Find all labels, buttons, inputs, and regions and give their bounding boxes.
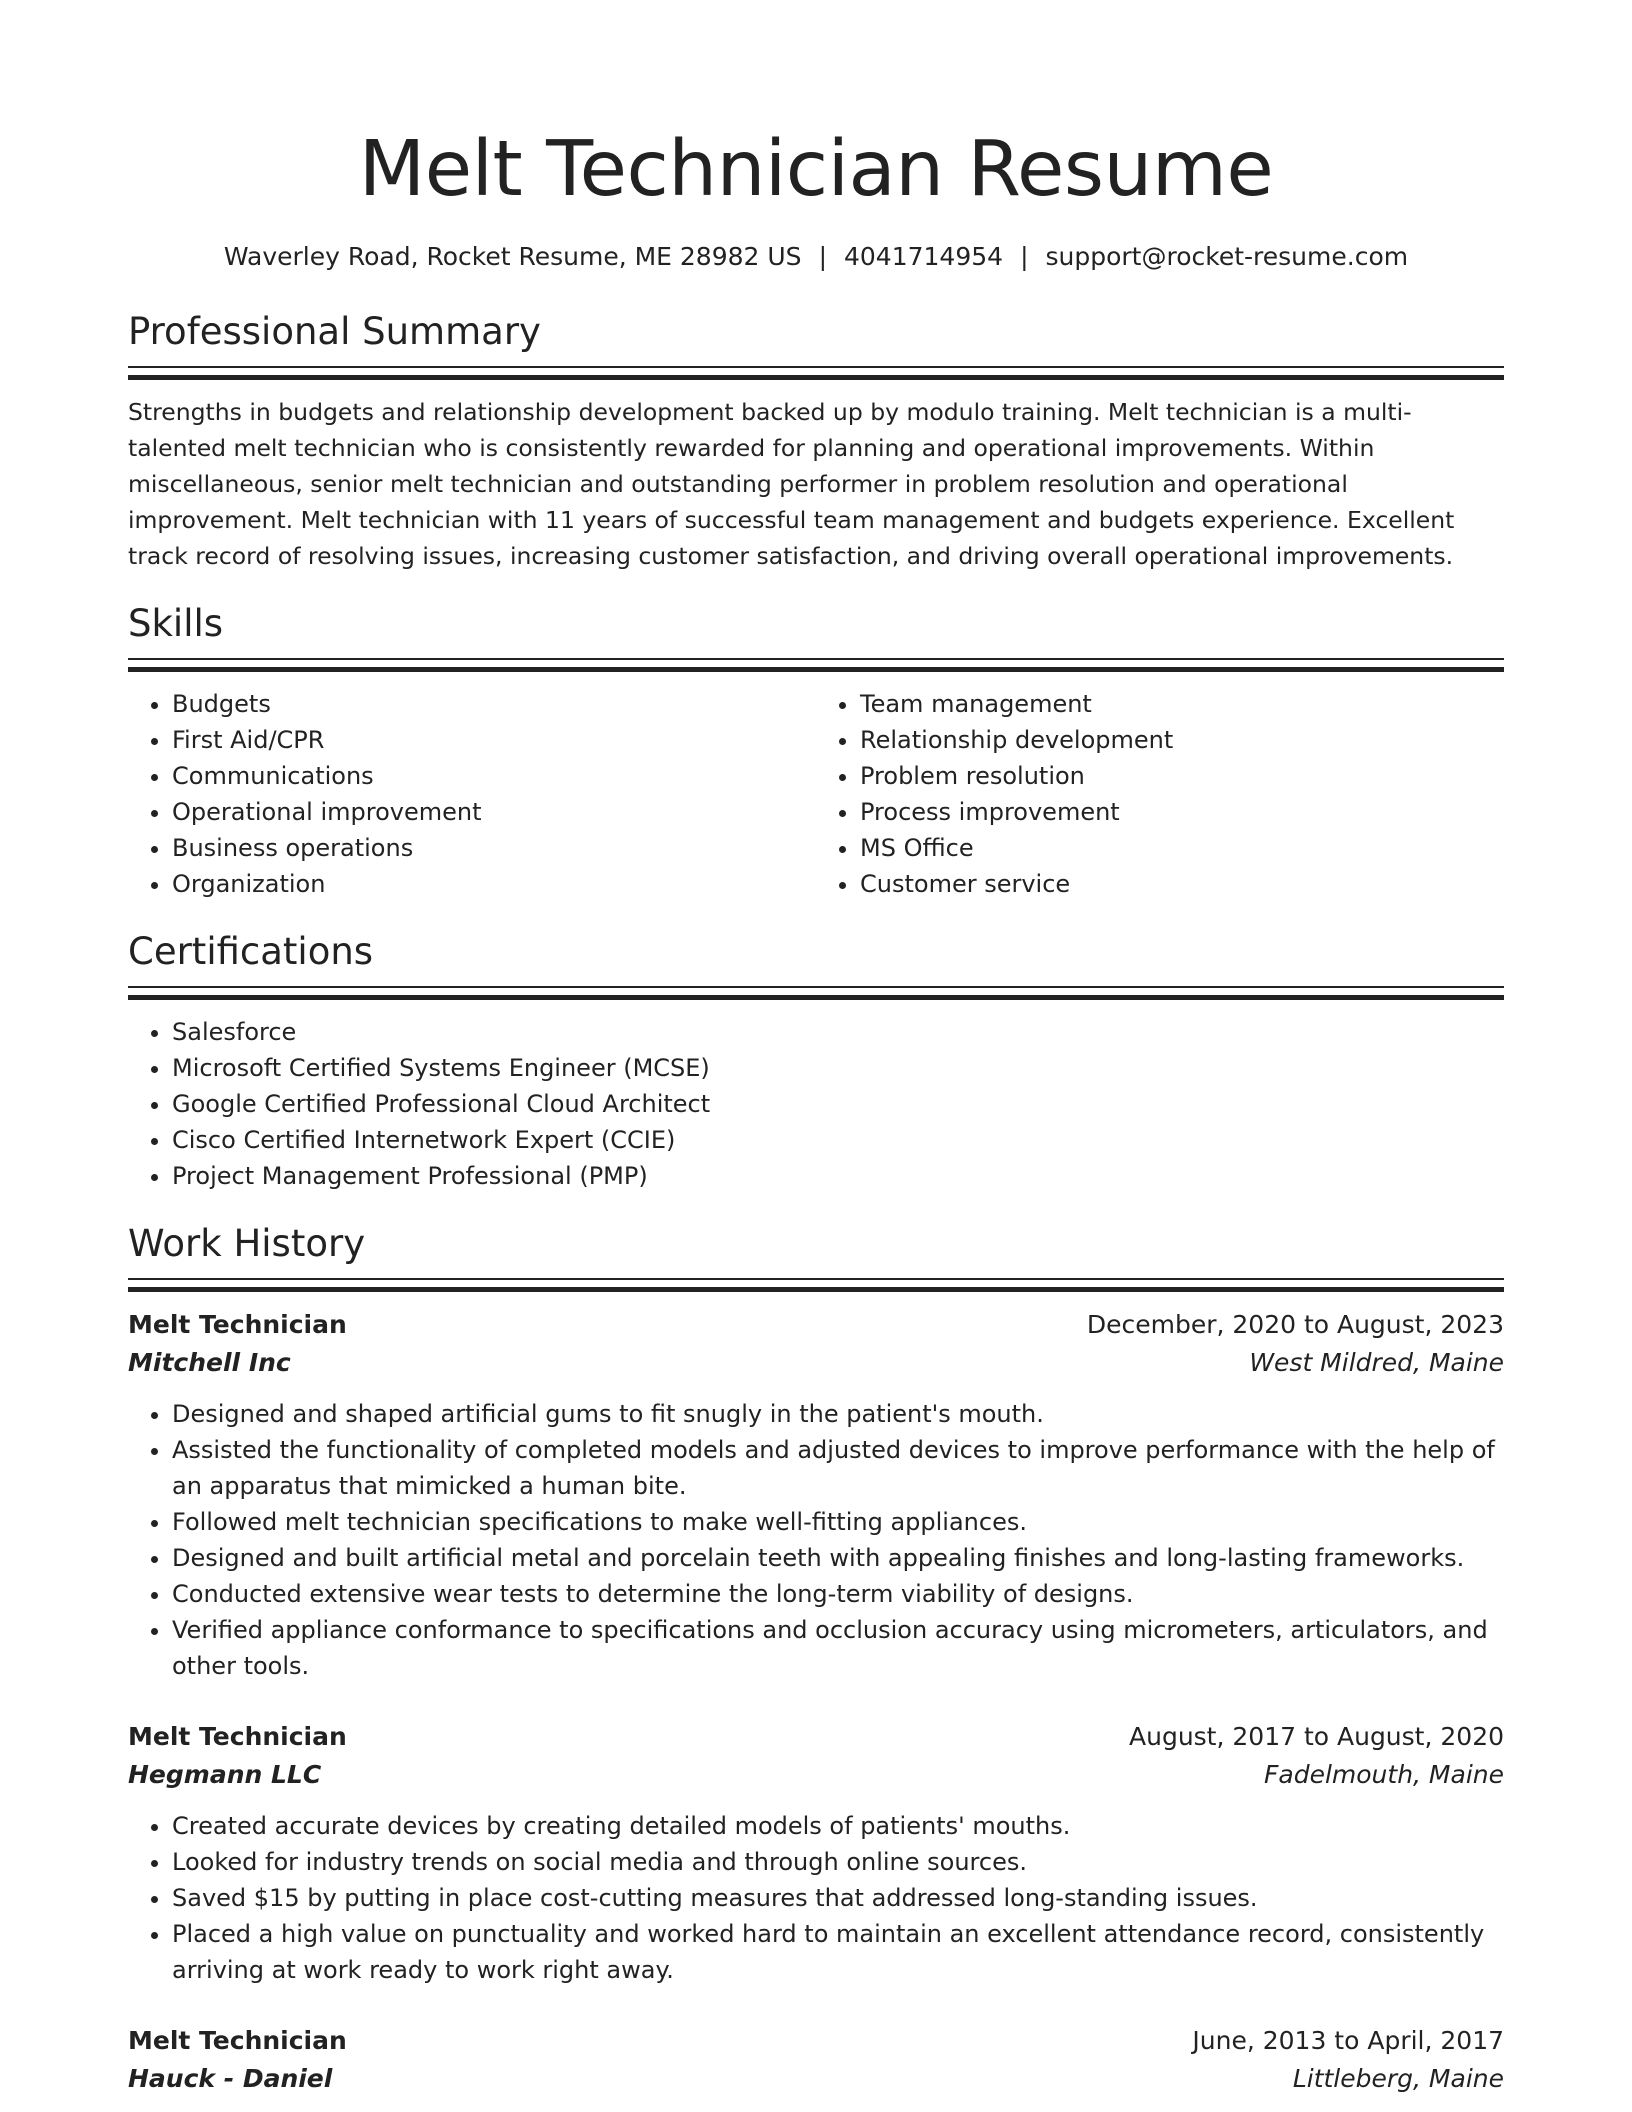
skills-list-right [816,686,1504,902]
job-header [128,1306,1504,1344]
contact-separator: | [1020,242,1029,271]
job-bullet: • Looked for industry trends on social media and through online sources. [172,1844,1504,1880]
certifications-heading: Certifications [128,930,374,973]
job-bullet: • Conducted extensive wear tests to determine the long-term viability of designs. [172,1576,1504,1612]
summary-heading: Professional Summary [128,310,541,353]
job-subheader [128,1756,1504,1794]
contact-separator: | [818,242,827,271]
certifications-list [128,1014,1504,1194]
job-entry [128,1718,1504,1988]
contact-phone: 4041714954 [844,242,1004,271]
skill-item: • Business operations [172,830,816,866]
section-divider [128,366,1504,380]
job-bullets [128,1396,1504,1684]
job-subheader [128,2060,1504,2098]
certification-item: • Salesforce [172,1014,1504,1050]
job-dates: December, 2020 to August, 2023 [1086,1310,1504,1339]
section-divider [128,986,1504,1000]
job-title: Melt Technician [128,2026,347,2055]
skill-item: • Organization [172,866,816,902]
skills-section [128,600,1504,902]
job-location: Fadelmouth, Maine [1264,1760,1504,1789]
contact-email: support@rocket-resume.com [1045,242,1409,271]
job-header [128,2022,1504,2060]
certification-item: • Google Certified Professional Cloud Architect [172,1086,1504,1122]
job-bullets [128,1808,1504,1988]
job-dates: June, 2013 to April, 2017 [1192,2026,1504,2055]
summary-section [128,308,1504,574]
job-entry [128,2022,1504,2098]
job-title: Melt Technician [128,1722,347,1751]
job-dates: August, 2017 to August, 2020 [1129,1722,1504,1751]
certification-item: • Project Management Professional (PMP) [172,1158,1504,1194]
job-bullet: • Designed and shaped artificial gums to fit snugly in the patient's mouth. [172,1396,1504,1432]
skill-item: • Operational improvement [172,794,816,830]
skill-item: • Problem resolution [860,758,1504,794]
skill-item: • First Aid/CPR [172,722,816,758]
work-history-heading: Work History [128,1222,366,1265]
job-bullet: • Placed a high value on punctuality and worked hard to maintain an excellent attendance record, consistently arriving at work ready to work right away. [172,1916,1504,1988]
job-company: Mitchell Inc [128,1348,291,1377]
job-bullet: • Saved $15 by putting in place cost-cutting measures that addressed long-standing issues. [172,1880,1504,1916]
job-bullet: • Verified appliance conformance to specifications and occlusion accuracy using micrometers, articulators, and other tools. [172,1612,1504,1684]
skill-item: • Team management [860,686,1504,722]
skills-list-left [128,686,816,902]
contact-address: Waverley Road, Rocket Resume, ME 28982 US [223,242,802,271]
job-company: Hauck - Daniel [128,2064,333,2093]
job-company: Hegmann LLC [128,1760,322,1789]
skills-columns [128,686,1504,902]
job-title: Melt Technician [128,1310,347,1339]
contact-line [128,240,1504,274]
skill-item: • Relationship development [860,722,1504,758]
job-subheader [128,1344,1504,1382]
skill-item: • Customer service [860,866,1504,902]
certification-item: • Cisco Certified Internetwork Expert (CCIE) [172,1122,1504,1158]
section-divider [128,658,1504,672]
job-bullet: • Followed melt technician specifications to make well-fitting appliances. [172,1504,1504,1540]
skills-heading: Skills [128,602,224,645]
certification-item: • Microsoft Certified Systems Engineer (MCSE) [172,1050,1504,1086]
job-location: Littleberg, Maine [1292,2064,1504,2093]
section-divider [128,1278,1504,1292]
skill-item: • MS Office [860,830,1504,866]
job-location: West Mildred, Maine [1249,1348,1504,1377]
skill-item: • Budgets [172,686,816,722]
skill-item: • Process improvement [860,794,1504,830]
job-entry [128,1306,1504,1684]
job-bullet: • Created accurate devices by creating detailed models of patients' mouths. [172,1808,1504,1844]
resume-title: Melt Technician Resume [358,125,1274,214]
skill-item: • Communications [172,758,816,794]
job-header [128,1718,1504,1756]
job-bullet: • Assisted the functionality of completed models and adjusted devices to improve performance with the help of an apparatus that mimicked a human bite. [172,1432,1504,1504]
certifications-section [128,928,1504,1194]
job-bullet: • Designed and built artificial metal and porcelain teeth with appealing finishes and long-lasting frameworks. [172,1540,1504,1576]
summary-text: Strengths in budgets and relationship development backed up by modulo training. Melt technician is a multi-talented melt technician who is consistently rewarded for planning and operational improvements. Within miscellaneous, senior melt technician and outstanding performer in problem resolution and operational improvement. Melt technician with 11 years of successful team management and budgets experience. Excellent track record of resolving issues, increasing customer satisfaction, and driving overall operational improvements. [128,398,1455,570]
work-history-section [128,1220,1504,2098]
